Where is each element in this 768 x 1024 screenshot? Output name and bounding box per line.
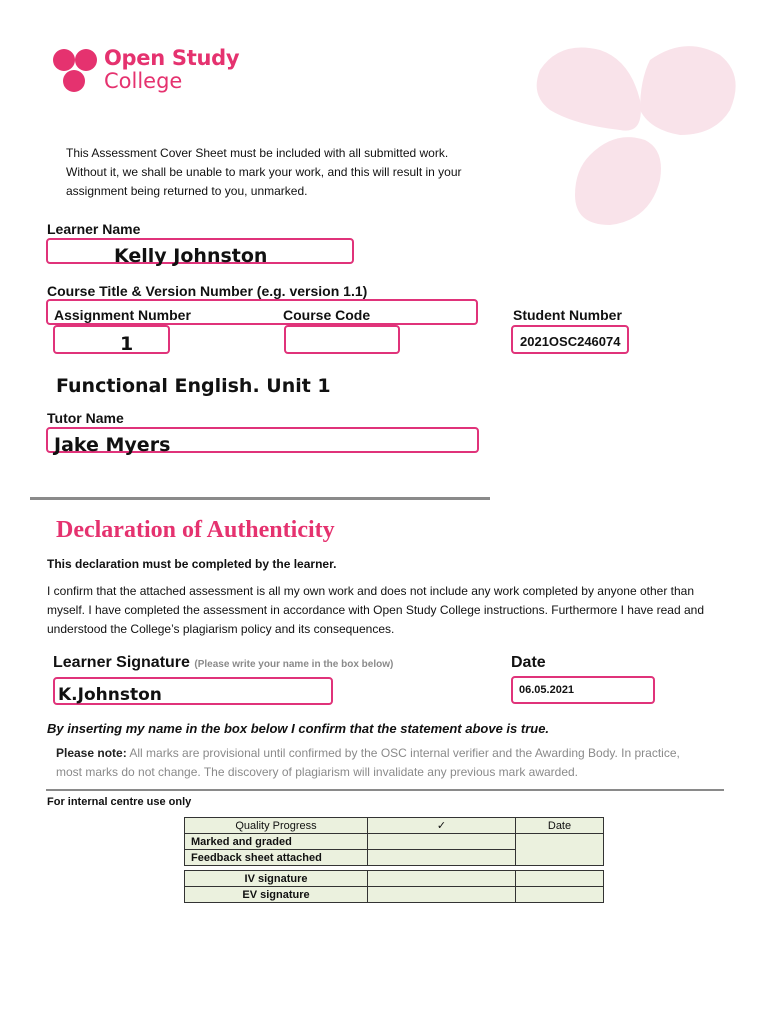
date-value: 06.05.2021 (519, 684, 575, 696)
row-marked-and-graded: Marked and graded (185, 834, 368, 850)
internal-use-heading: For internal centre use only (47, 796, 192, 808)
student-number-value: 2021OSC246074 (520, 334, 621, 349)
date-label: Date (511, 654, 546, 671)
row-ev-signature: EV signature (185, 887, 368, 903)
declaration-subtitle: This declaration must be completed by the learner. (47, 557, 337, 571)
please-note (56, 744, 696, 782)
course-code-label: Course Code (283, 307, 371, 323)
signature-value: K.Johnston (58, 685, 162, 705)
header-date: Date (516, 818, 604, 834)
quality-progress-table (184, 817, 604, 866)
table-row (185, 887, 604, 903)
section-divider (30, 497, 490, 500)
course-code-field[interactable] (284, 325, 400, 354)
assignment-number-field[interactable] (53, 325, 170, 354)
signature-heading (53, 654, 393, 672)
assignment-number-value: 1 (120, 333, 134, 355)
logo-line-2: College (104, 69, 183, 93)
signature-hint: (Please write your name in the box below) (194, 659, 394, 670)
please-note-text: All marks are provisional until confirmed by the OSC internal verifier and the Awarding Body. In practice, most marks do not change. The discovery of plagiarism will invalidate any previous mark awarded. (56, 746, 680, 779)
confirm-statement: By inserting my name in the box below I confirm that the statement above is true. (47, 721, 550, 736)
iv-signature-cell[interactable] (368, 871, 516, 887)
header-quality-progress: Quality Progress (185, 818, 368, 834)
ev-signature-cell[interactable] (368, 887, 516, 903)
learner-name-label: Learner Name (47, 221, 141, 237)
college-logo (104, 48, 239, 92)
tutor-name-value: Jake Myers (54, 434, 171, 456)
learner-name-value: Kelly Johnston (114, 245, 268, 267)
section-divider-2 (46, 789, 724, 791)
marked-date-cell[interactable] (516, 834, 604, 866)
college-logo-icon (50, 46, 98, 94)
iv-date-cell[interactable] (516, 871, 604, 887)
intro-text: This Assessment Cover Sheet must be included with all submitted work. Without it, we shall be unable to mark your work, and this will result in your assignment being returned to you, unmarked. (66, 146, 462, 198)
feedback-check-cell[interactable] (368, 850, 516, 866)
header-check-icon: ✓ (368, 818, 516, 834)
course-title-value: Functional English. Unit 1 (56, 375, 331, 397)
signature-label: Learner Signature (53, 654, 190, 671)
table-row (185, 818, 604, 834)
table-row (185, 834, 604, 850)
table-row (185, 871, 604, 887)
decorative-petals-icon (520, 40, 750, 230)
ev-date-cell[interactable] (516, 887, 604, 903)
logo-line-1: Open Study (104, 46, 240, 70)
please-note-label: Please note: (56, 746, 127, 760)
verifier-signature-table (184, 870, 604, 903)
assignment-number-label: Assignment Number (54, 307, 191, 323)
row-iv-signature: IV signature (185, 871, 368, 887)
row-feedback-sheet: Feedback sheet attached (185, 850, 368, 866)
marked-check-cell[interactable] (368, 834, 516, 850)
student-number-label: Student Number (513, 307, 622, 323)
declaration-title: Declaration of Authenticity (56, 517, 335, 543)
declaration-body: I confirm that the attached assessment is all my own work and does not include any work completed by anyone other than myself. I have completed the assessment in accordance with Open Study College instructions. Furthermore I have read and understood the College’s plagiarism policy and its consequences. (47, 584, 704, 636)
tutor-name-label: Tutor Name (47, 410, 124, 426)
course-title-label: Course Title & Version Number (e.g. version 1.1) (47, 283, 368, 299)
